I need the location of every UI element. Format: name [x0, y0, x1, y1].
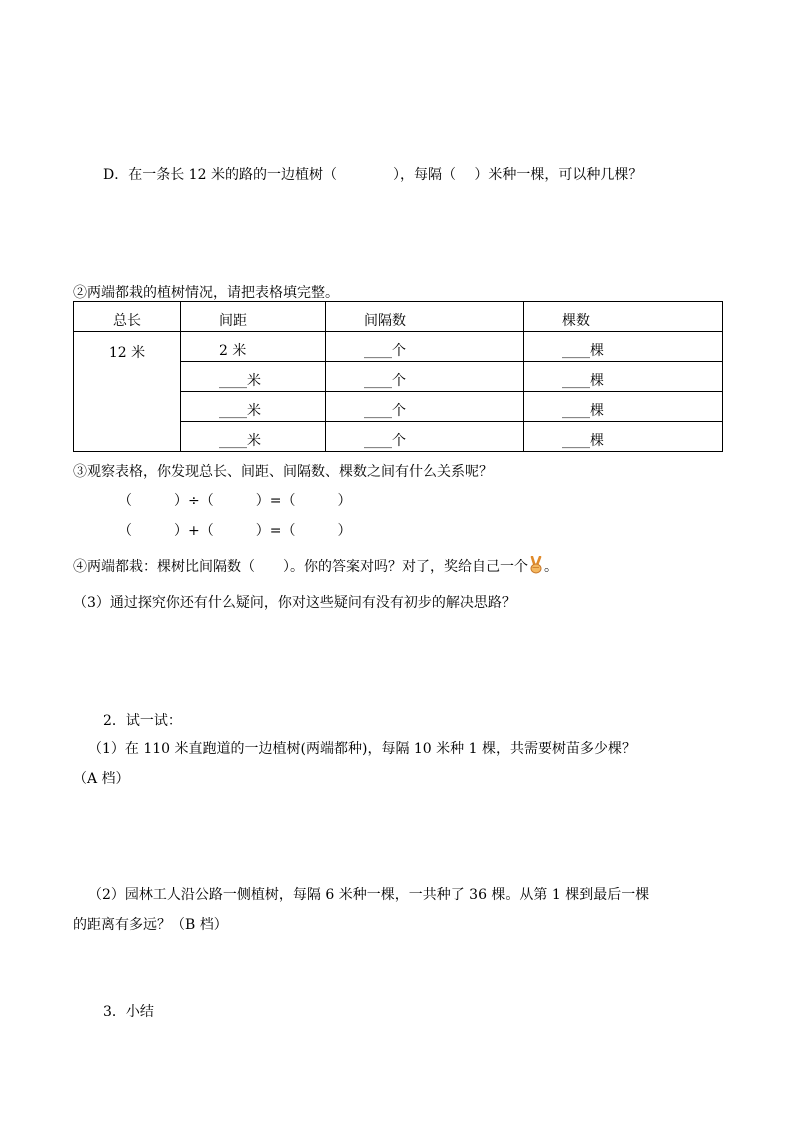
total-length-cell: 12 米 [74, 332, 181, 452]
header-interval-count: 间隔数 [326, 302, 524, 332]
planting-table [73, 301, 723, 452]
summary-heading: 3．小结 [103, 1004, 154, 1020]
observe-question: ③观察表格，你发现总长、间距、间隔数、棵数之间有什么关系呢？ [73, 464, 493, 480]
table-intro: ②两端都栽的植树情况，请把表格填完整。 [73, 285, 339, 301]
interval-cell: ____个 [326, 332, 524, 362]
try-question-1-line-1: （1）在 110 米直跑道的一边植树(两端都种)，每隔 10 米种 1 棵，共需要树苗多少棵？ [88, 741, 636, 757]
victory-hand-icon [529, 556, 543, 574]
table-header-row [74, 302, 723, 332]
spacing-cell: ____米 [181, 362, 326, 392]
table-row [74, 332, 723, 362]
header-spacing: 间距 [181, 302, 326, 332]
spacing-cell: 2 米 [181, 332, 326, 362]
try-question-2-line-2: 的距离有多远？（B 档） [73, 917, 228, 933]
try-title: 2．试一试： [103, 713, 182, 729]
interval-cell: ____个 [326, 392, 524, 422]
spacing-cell: ____米 [181, 392, 326, 422]
formula-division: （ ）÷（ ）=（ ） [118, 493, 352, 509]
tree-cell: ____棵 [524, 392, 723, 422]
spacing-cell: ____米 [181, 422, 326, 452]
interval-cell: ____个 [326, 422, 524, 452]
header-tree-count: 棵数 [524, 302, 723, 332]
header-total-length: 总长 [74, 302, 181, 332]
try-question-1-line-2: （A 档） [73, 771, 130, 787]
formula-addition: （ ）+（ ）=（ ） [118, 523, 352, 539]
both-ends-statement: ④两端都栽：棵树比间隔数（ ）。你的答案对吗？对了，奖给自己一个 。 [73, 556, 558, 576]
interval-cell: ____个 [326, 362, 524, 392]
question-3: （3）通过探究你还有什么疑问，你对这些疑问有没有初步的解决思路？ [73, 595, 516, 611]
tree-cell: ____棵 [524, 362, 723, 392]
tree-cell: ____棵 [524, 422, 723, 452]
question-d: D．在一条长 12 米的路的一边植树（ ），每隔（ ）米种一棵，可以种几棵？ [103, 167, 643, 183]
try-question-2-line-1: （2）园林工人沿公路一侧植树，每隔 6 米种一棵，一共种了 36 棵。从第 1 棵到最后一棵 [88, 887, 650, 903]
tree-cell: ____棵 [524, 332, 723, 362]
